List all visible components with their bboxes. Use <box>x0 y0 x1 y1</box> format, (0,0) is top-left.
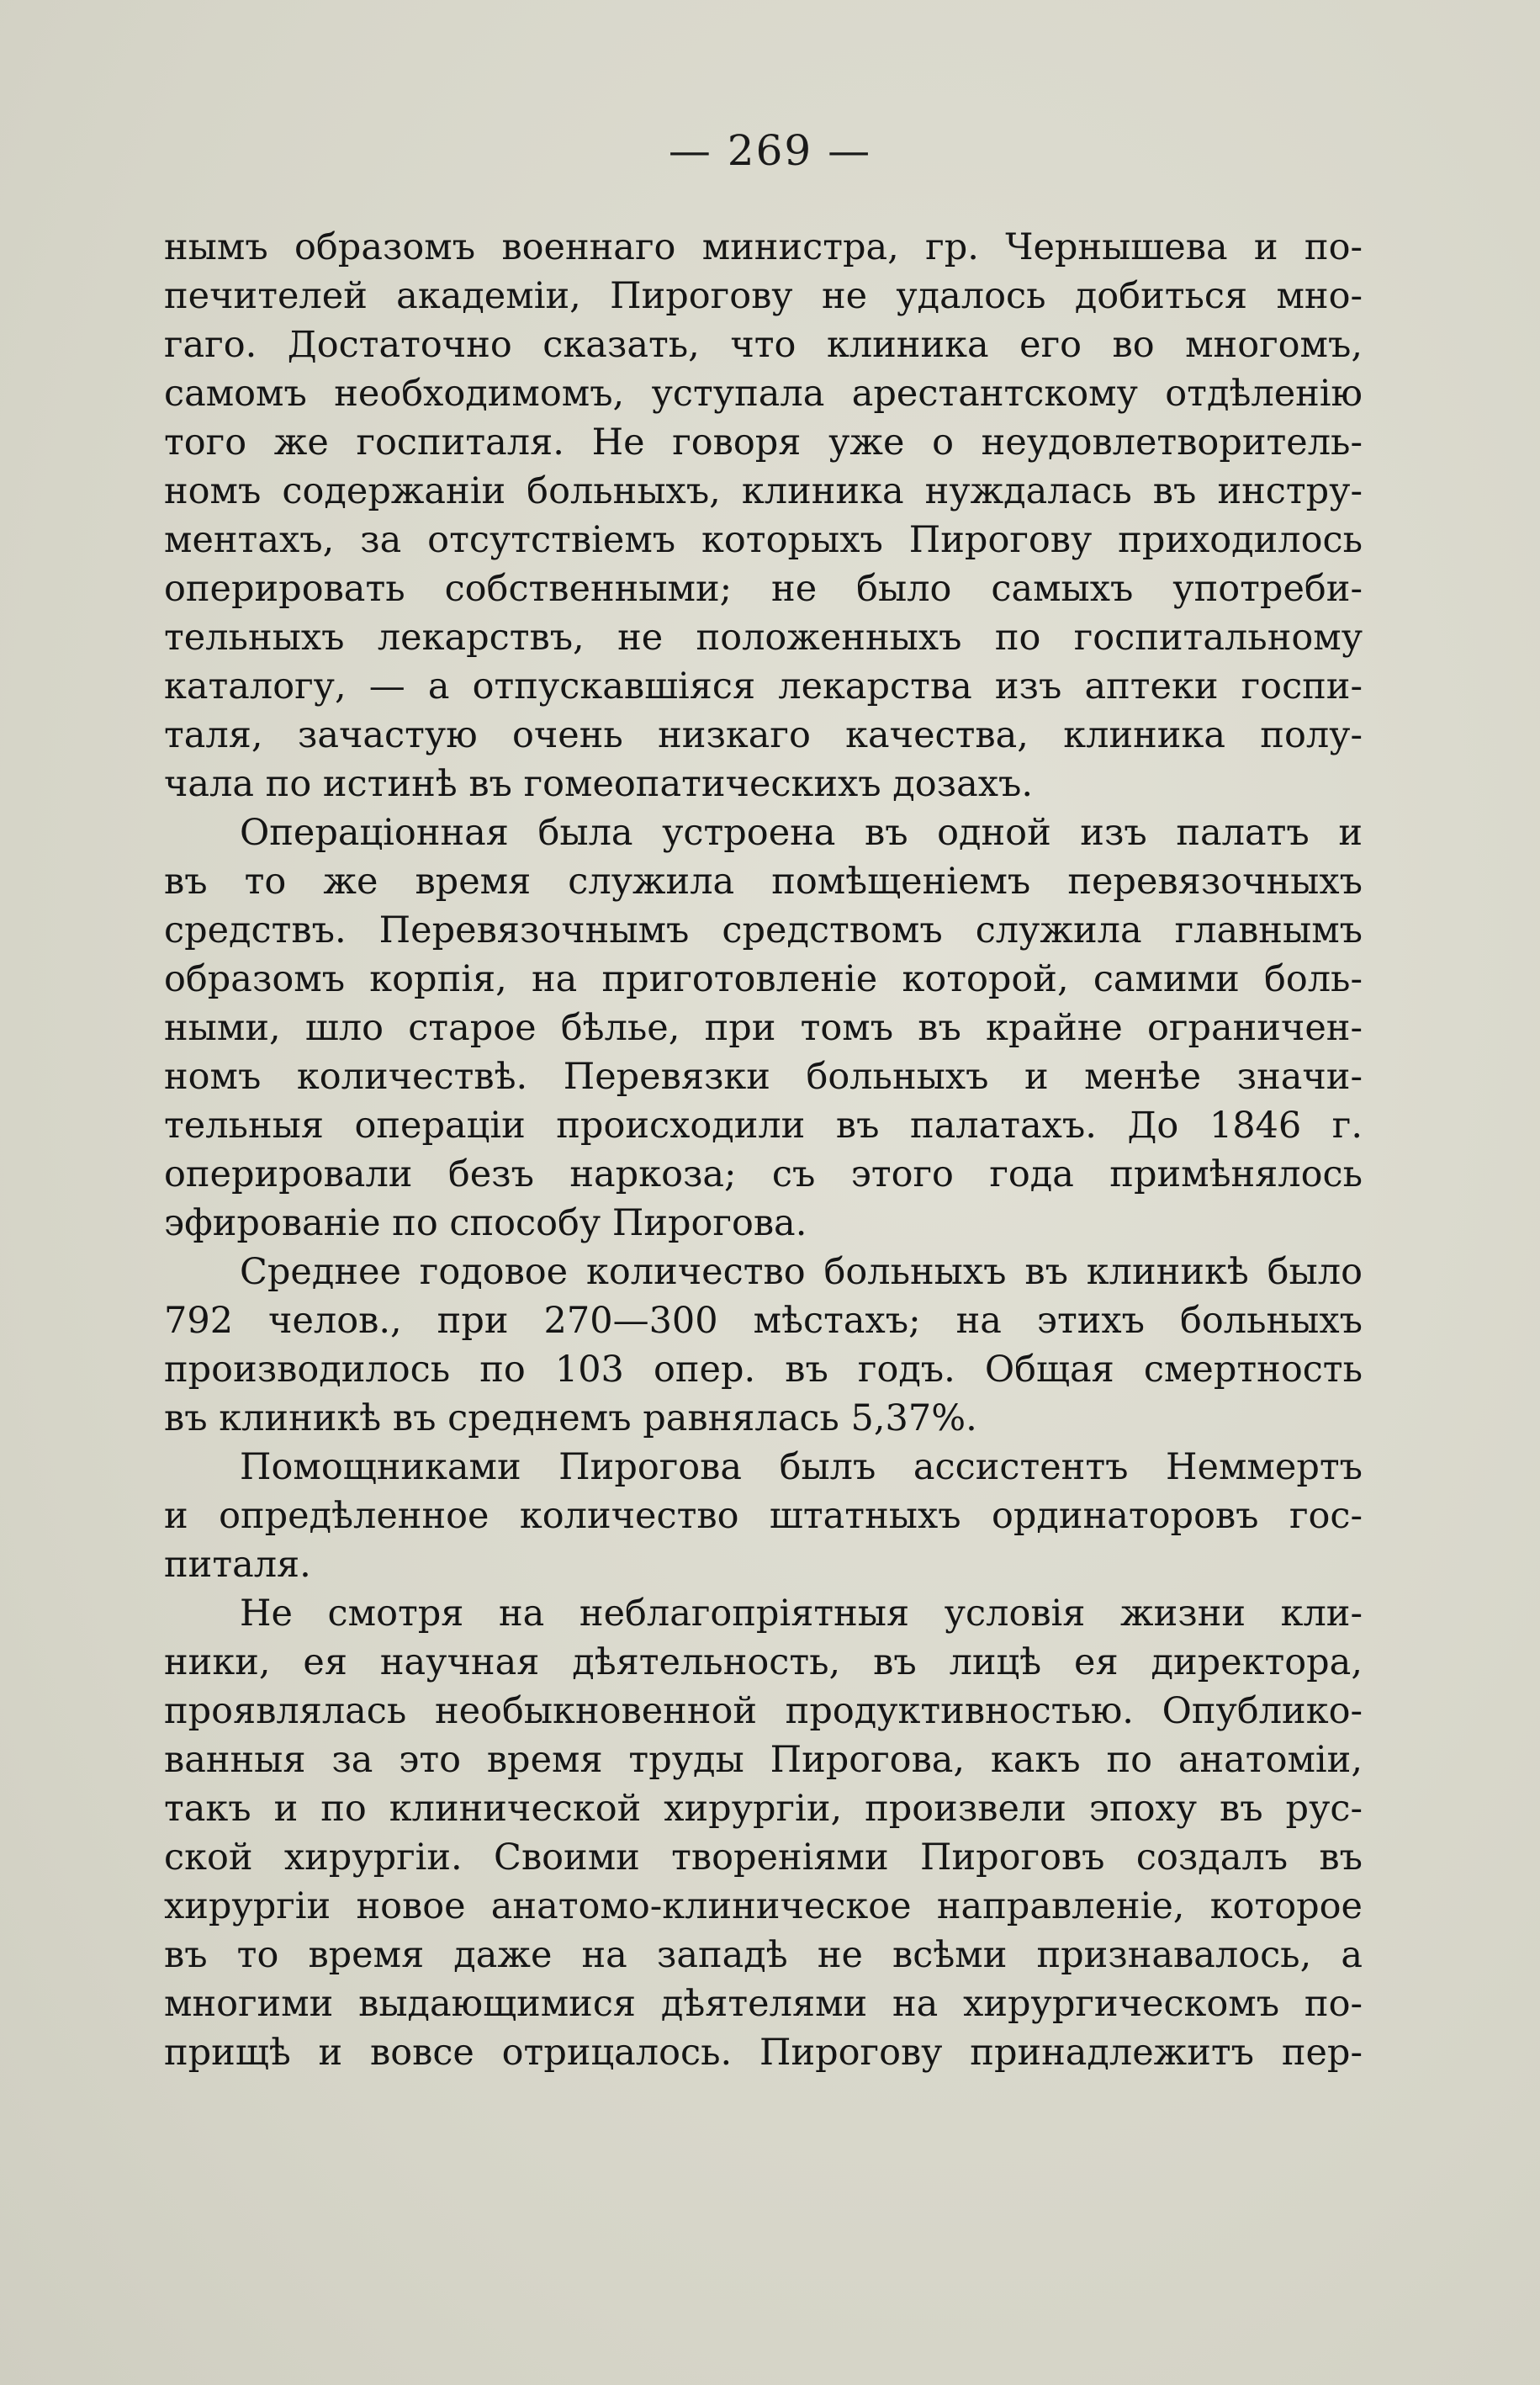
text-line: нымъ образомъ военнаго министра, гр. Чернышева и по- <box>164 226 1363 268</box>
text-line: въ то же время служила помѣщеніемъ перевязочныхъ <box>164 861 1363 903</box>
paragraph <box>164 223 1363 808</box>
text-line: тельныя операціи происходили въ палатахъ. До 1846 г. <box>164 1105 1363 1147</box>
body-text <box>164 223 1363 2077</box>
paragraph <box>164 1248 1363 1443</box>
paragraph <box>164 808 1363 1248</box>
text-line: оперировать собственными; не было самыхъ употреби- <box>164 568 1363 610</box>
text-line: Не смотря на неблагопріятныя условія жизни кли- <box>240 1593 1363 1635</box>
text-line: 792 челов., при 270—300 мѣстахъ; на этихъ больныхъ <box>164 1300 1363 1342</box>
paragraph <box>164 1589 1363 2077</box>
text-line: ванныя за это время труды Пирогова, какъ по анатоміи, <box>164 1739 1363 1781</box>
text-line: номъ содержаніи больныхъ, клиника нуждалась въ инстру- <box>164 470 1363 512</box>
text-line: хирургіи новое анатомо-клиническое направленіе, которое <box>164 1885 1363 1927</box>
text-line: и опредѣленное количество штатныхъ ординаторовъ гос- <box>164 1495 1363 1537</box>
page-number: — 269 — <box>668 126 872 175</box>
text-line: Помощниками Пирогова былъ ассистентъ Неммертъ <box>240 1446 1363 1488</box>
text-line: эфированіе по способу Пирогова. <box>164 1202 807 1244</box>
text-line: таля, зачастую очень низкаго качества, клиника полу- <box>164 714 1363 756</box>
text-line: каталогу, — а отпускавшіяся лекарства изъ аптеки госпи- <box>164 665 1363 708</box>
text-line: ники, ея научная дѣятельность, въ лицѣ ея директора, <box>164 1641 1363 1683</box>
text-line: Среднее годовое количество больныхъ въ клиникѣ было <box>240 1251 1363 1293</box>
text-line: прищѣ и вовсе отрицалось. Пирогову принадлежитъ пер- <box>164 2032 1363 2074</box>
text-line: оперировали безъ наркоза; съ этого года примѣнялось <box>164 1153 1363 1195</box>
text-line: образомъ корпія, на приготовленіе которой, самими боль- <box>164 958 1363 1000</box>
text-line: тельныхъ лекарствъ, не положенныхъ по госпитальному <box>164 617 1363 659</box>
text-line: многими выдающимися дѣятелями на хирургическомъ по- <box>164 1983 1363 2025</box>
text-line: въ то время даже на западѣ не всѣми признавалось, а <box>164 1934 1363 1976</box>
text-line: средствъ. Перевязочнымъ средствомъ служила главнымъ <box>164 909 1363 951</box>
text-line: самомъ необходимомъ, уступала арестантскому отдѣленію <box>164 373 1363 415</box>
text-line: производилось по 103 опер. въ годъ. Общая смертность <box>164 1349 1363 1391</box>
text-line: того же госпиталя. Не говоря уже о неудовлетворитель- <box>164 421 1363 464</box>
text-line: питаля. <box>164 1544 311 1586</box>
text-line: ментахъ, за отсутствіемъ которыхъ Пирогову приходилось <box>164 519 1363 561</box>
paragraph <box>164 1443 1363 1589</box>
text-line: проявлялась необыкновенной продуктивностью. Опублико- <box>164 1690 1363 1732</box>
text-line: такъ и по клинической хирургіи, произвели эпоху въ рус- <box>164 1788 1363 1830</box>
text-line: ской хирургіи. Своими твореніями Пироговъ создалъ въ <box>164 1836 1363 1879</box>
text-line: Операціонная была устроена въ одной изъ палатъ и <box>240 812 1363 854</box>
text-line: гаго. Достаточно сказать, что клиника его во многомъ, <box>164 324 1363 366</box>
text-line: печителей академіи, Пирогову не удалось добиться мно- <box>164 275 1363 317</box>
text-line: номъ количествѣ. Перевязки больныхъ и менѣе значи- <box>164 1056 1363 1098</box>
text-line: чала по истинѣ въ гомеопатическихъ дозахъ. <box>164 763 1034 805</box>
text-line: ными, шло старое бѣлье, при томъ въ крайне ограничен- <box>164 1007 1363 1049</box>
text-line: въ клиникѣ въ среднемъ равнялась 5,37%. <box>164 1397 977 1439</box>
